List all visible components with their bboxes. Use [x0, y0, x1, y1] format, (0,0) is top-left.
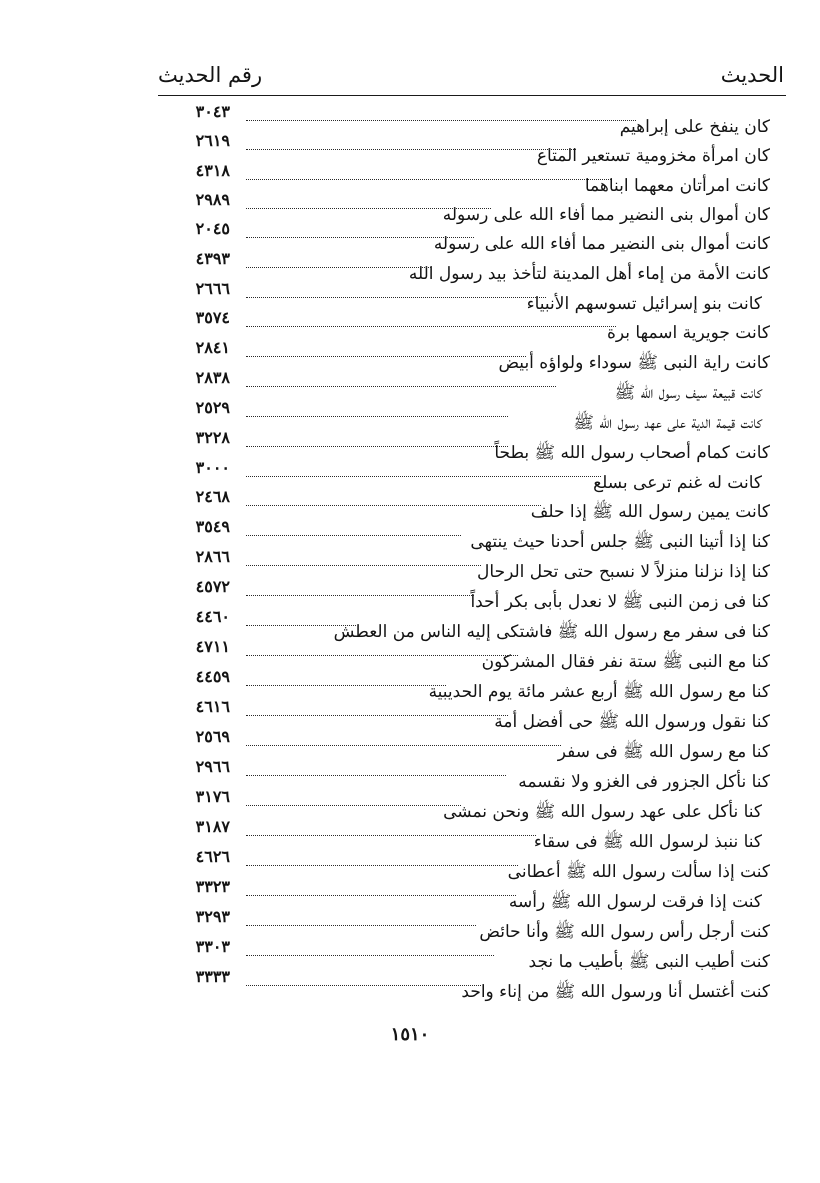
leader-dots — [246, 386, 556, 387]
entry-text: كنا إذا أتينا النبى ﷺ جلس أحدنا حيث ينتهى — [470, 532, 770, 552]
leader-dots — [246, 715, 508, 716]
leader-dots — [246, 267, 431, 268]
entry-number: ٤٤٥٩ — [195, 667, 230, 686]
entry-text: كنا مع رسول الله ﷺ أربع عشر مائة يوم الحديبية — [428, 682, 770, 702]
entry-number: ٣٣٠٣ — [195, 937, 230, 956]
entry-number: ٢٨٤١ — [195, 338, 230, 357]
index-entry — [160, 727, 770, 767]
entry-text: كنت إذا سألت رسول الله ﷺ أعطانى — [507, 862, 770, 882]
entry-text: كنا ننبذ لرسول الله ﷺ فى سقاء — [533, 832, 762, 852]
entry-number: ٣٠٤٣ — [195, 102, 230, 121]
entry-text: كانت يمين رسول الله ﷺ إذا حلف — [530, 502, 770, 522]
leader-dots — [246, 565, 481, 566]
entry-text: كانت له غنم ترعى بسلع — [593, 473, 762, 493]
entry-text: كانت بنو إسرائيل تسوسهم الأنبياء — [526, 294, 762, 314]
column-header-hadith: الحديث — [720, 63, 784, 87]
index-entry — [160, 517, 770, 557]
entry-number: ٤٥٧٢ — [195, 577, 230, 596]
entry-number: ٣٣٢٣ — [195, 877, 230, 896]
entry-text: كان امرأة مخزومية تستعير المتاع — [536, 146, 770, 166]
index-entry — [160, 937, 770, 977]
entry-number: ٤٧١١ — [195, 637, 230, 656]
entry-text: كانت قيمة الدية على عهد رسول الله ﷺ — [573, 413, 762, 433]
entry-number: ٣٥٧٤ — [195, 308, 230, 327]
index-entry — [160, 219, 770, 259]
index-entry — [160, 458, 770, 498]
leader-dots — [246, 446, 508, 447]
entry-number: ٣١٨٧ — [195, 817, 230, 836]
entry-number: ٣٢٢٨ — [195, 428, 230, 447]
index-entry — [160, 907, 770, 947]
index-entry — [160, 487, 770, 527]
leader-dots — [246, 416, 508, 417]
entry-text: كانت قبيعة سيف رسول الله ﷺ — [614, 383, 762, 403]
leader-dots — [246, 237, 474, 238]
leader-dots — [246, 297, 546, 298]
entry-number: ٤٦٢٦ — [195, 847, 230, 866]
leader-dots — [246, 655, 518, 656]
entry-text: كانت امرأتان معهما ابناهما — [584, 176, 770, 196]
entry-text: كنت أرجل رأس رسول الله ﷺ وأنا حائض — [479, 922, 770, 942]
leader-dots — [246, 805, 461, 806]
index-entry — [160, 847, 770, 887]
entry-text: كنت أغتسل أنا ورسول الله ﷺ من إناء واحد — [461, 982, 770, 1002]
entry-number: ٢٥٢٩ — [195, 398, 230, 417]
entry-number: ٢٨٦٦ — [195, 547, 230, 566]
index-entry — [160, 967, 770, 1007]
index-entry — [160, 398, 770, 438]
entry-number: ٤٣١٨ — [195, 161, 230, 180]
entry-text: كان أموال بنى النضير مما أفاء الله على رسوله — [442, 205, 770, 225]
entry-text: كنت أطيب النبى ﷺ بأطيب ما نجد — [528, 952, 770, 972]
index-entry — [160, 877, 770, 917]
entry-text: كانت الأمة من إماء أهل المدينة لتأخذ بيد رسول الله — [408, 264, 770, 284]
entry-number: ٣١٧٦ — [195, 787, 230, 806]
entry-text: كان ينفخ على إبراهيم — [619, 117, 770, 137]
leader-dots — [246, 955, 494, 956]
leader-dots — [246, 505, 541, 506]
index-entry — [160, 817, 770, 857]
entry-number: ٣٣٣٣ — [195, 967, 230, 986]
leader-dots — [246, 149, 576, 150]
index-entry — [160, 279, 770, 319]
leader-dots — [246, 775, 506, 776]
index-entry — [160, 102, 770, 142]
column-header-hadith-number: رقم الحديث — [158, 63, 263, 87]
index-entry — [160, 667, 770, 707]
page-number: ١٥١٠ — [390, 1024, 430, 1045]
entry-number: ٢٩٦٦ — [195, 757, 230, 776]
entry-text: كنا نقول ورسول الله ﷺ حى أفضل أمة — [494, 712, 770, 732]
entry-number: ٣٠٠٠ — [195, 458, 230, 477]
index-entry — [160, 547, 770, 587]
entry-text: كانت جويرية اسمها برة — [607, 323, 770, 343]
index-entry — [160, 308, 770, 348]
index-entry — [160, 161, 770, 201]
entry-number: ٤٤٦٠ — [195, 607, 230, 626]
entry-number: ٣٥٤٩ — [195, 517, 230, 536]
leader-dots — [246, 595, 474, 596]
leader-dots — [246, 535, 461, 536]
leader-dots — [246, 835, 536, 836]
index-entry — [160, 190, 770, 230]
entry-number: ٢٩٨٩ — [195, 190, 230, 209]
entry-text: كنت إذا فرقت لرسول الله ﷺ رأسه — [508, 892, 762, 912]
index-entry — [160, 637, 770, 677]
index-entry — [160, 131, 770, 171]
entry-number: ٣٢٩٣ — [195, 907, 230, 926]
entry-number: ٤٣٩٣ — [195, 249, 230, 268]
entry-text: كانت كمام أصحاب رسول الله ﷺ بطحاً — [494, 443, 770, 463]
entry-number: ٢٦١٩ — [195, 131, 230, 150]
entry-text: كنا نأكل على عهد رسول الله ﷺ ونحن نمشى — [443, 802, 762, 822]
leader-dots — [246, 985, 481, 986]
index-entry — [160, 577, 770, 617]
entry-text: كنا نأكل الجزور فى الغزو ولا نقسمه — [518, 772, 770, 792]
leader-dots — [246, 208, 491, 209]
index-entry — [160, 697, 770, 737]
index-entry — [160, 249, 770, 289]
index-entry — [160, 757, 770, 797]
index-entry — [160, 428, 770, 468]
entry-text: كنا مع النبى ﷺ ستة نفر فقال المشركون — [481, 652, 770, 672]
entry-text: كنا مع رسول الله ﷺ فى سفر — [557, 742, 770, 762]
leader-dots — [246, 120, 636, 121]
leader-dots — [246, 685, 446, 686]
index-entry — [160, 607, 770, 647]
entry-number: ٢٤٦٨ — [195, 487, 230, 506]
index-entry — [160, 338, 770, 378]
index-entry — [160, 368, 770, 408]
entry-text: كانت أموال بنى النضير مما أفاء الله على رسوله — [433, 234, 770, 254]
leader-dots — [246, 925, 476, 926]
entry-number: ٤٦١٦ — [195, 697, 230, 716]
leader-dots — [246, 895, 516, 896]
entry-number: ٢٦٦٦ — [195, 279, 230, 298]
leader-dots — [246, 326, 616, 327]
leader-dots — [246, 745, 561, 746]
leader-dots — [246, 476, 601, 477]
leader-dots — [246, 865, 518, 866]
leader-dots — [246, 179, 611, 180]
entry-number: ٢٨٣٨ — [195, 368, 230, 387]
entry-text: كنا إذا نزلنا منزلاً لا نسبح حتى تحل الرحال — [477, 562, 770, 582]
entry-number: ٢٥٦٩ — [195, 727, 230, 746]
entry-text: كنا فى سفر مع رسول الله ﷺ فاشتكى إليه الناس من العطش — [333, 622, 770, 642]
entry-text: كنا فى زمن النبى ﷺ لا نعدل بأبى بكر أحداً — [470, 592, 770, 612]
entry-text: كانت راية النبى ﷺ سوداء ولواؤه أبيض — [498, 353, 770, 373]
index-entry — [160, 787, 770, 827]
leader-dots — [246, 625, 356, 626]
leader-dots — [246, 356, 526, 357]
entry-number: ٢٠٤٥ — [195, 219, 230, 238]
